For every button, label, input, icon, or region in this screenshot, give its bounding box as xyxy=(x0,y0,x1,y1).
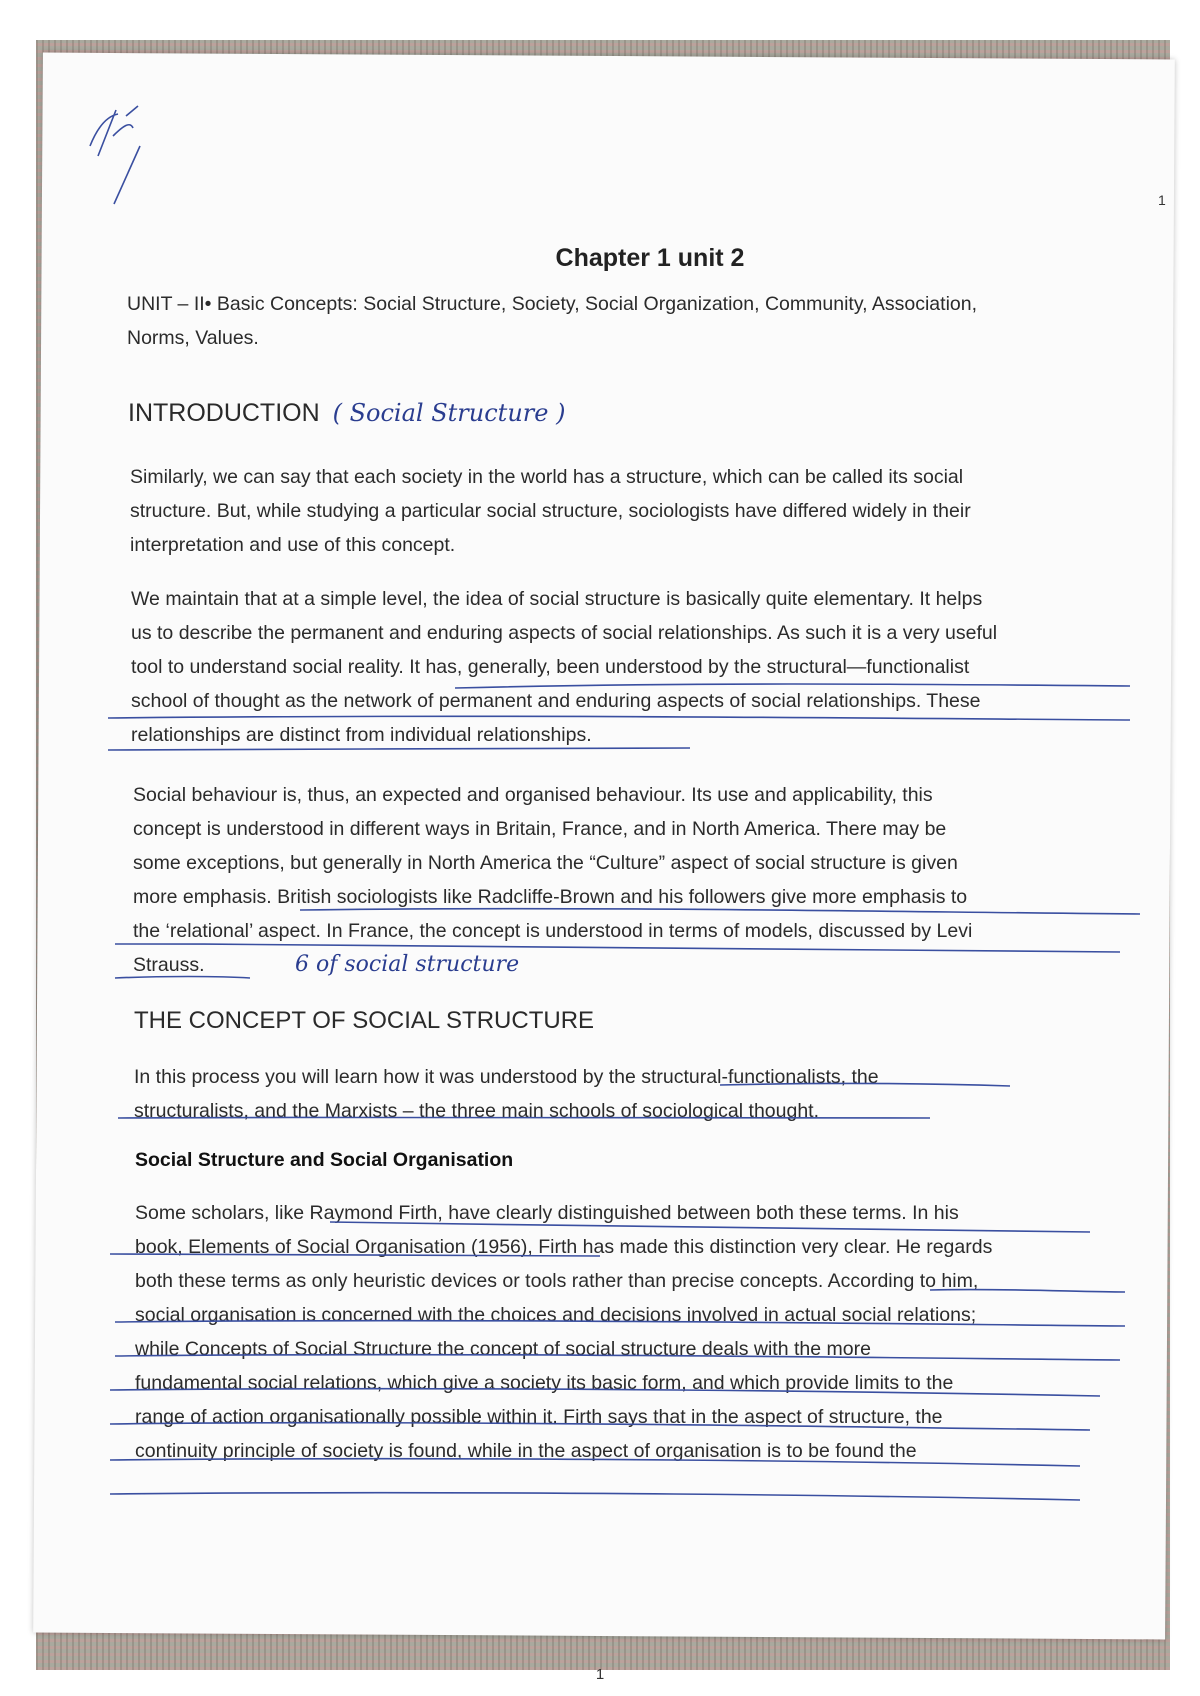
paragraph-line: interpretation and use of this concept. xyxy=(130,534,456,556)
chapter-title: Chapter 1 unit 2 xyxy=(555,244,745,272)
paragraph-line: relationships are distinct from individual relationships. xyxy=(131,724,592,746)
handwritten-note-6-of-social-structure: 6 of social structure xyxy=(295,952,520,977)
paragraph-line: range of action organisationally possible within it. Firth says that in the aspect of structure, the xyxy=(135,1406,943,1428)
paragraph-line: concept is understood in different ways in Britain, France, and in North America. There may be xyxy=(133,818,947,840)
unit-line: UNIT – II• Basic Concepts: Social Structure, Society, Social Organization, Community, Association, xyxy=(127,293,978,315)
paragraph-line: Strauss. xyxy=(133,954,205,976)
concept-subheading: Social Structure and Social Organisation xyxy=(135,1149,514,1171)
introduction-paragraph-1 xyxy=(130,460,971,562)
paragraph-line: both these terms as only heuristic devices or tools rather than precise concepts. According to him, xyxy=(135,1270,979,1292)
introduction-paragraph-2 xyxy=(131,582,997,752)
paragraph-line: We maintain that at a simple level, the idea of social structure is basically quite elementary. It helps xyxy=(131,588,983,610)
introduction-paragraph-3 xyxy=(133,778,972,982)
introduction-heading xyxy=(128,396,565,430)
paragraph-line: while Concepts of Social Structure the concept of social structure deals with the more xyxy=(135,1338,871,1360)
concept-paragraph-2 xyxy=(135,1196,992,1468)
handwritten-margin-mark xyxy=(78,86,168,226)
paragraph-line: school of thought as the network of permanent and enduring aspects of social relationships. These xyxy=(131,690,981,712)
paragraph-line: Social behaviour is, thus, an expected and organised behaviour. Its use and applicability, this xyxy=(133,784,933,806)
paragraph-line: fundamental social relations, which give a society its basic form, and which provide limits to the xyxy=(135,1372,954,1394)
paragraph-line: structuralists, and the Marxists – the three main schools of sociological thought. xyxy=(134,1100,820,1122)
footer-page-number: 1 xyxy=(595,1666,605,1683)
concept-paragraph xyxy=(134,1060,879,1128)
unit-description xyxy=(127,287,977,355)
paragraph-line: In this process you will learn how it was understood by the structural-functionalists, the xyxy=(134,1066,879,1088)
paragraph-line: us to describe the permanent and enduring aspects of social relationships. As such it is a very useful xyxy=(131,622,998,644)
handwritten-note-social-structure: ( Social Structure ) xyxy=(332,399,566,427)
paragraph-line: book, Elements of Social Organisation (1956), Firth has made this distinction very clear. He regards xyxy=(135,1236,993,1258)
paragraph-line: the ‘relational’ aspect. In France, the concept is understood in terms of models, discussed by Levi xyxy=(133,920,973,942)
paragraph-line: more emphasis. British sociologists like Radcliffe-Brown and his followers give more emphasis to xyxy=(133,886,968,908)
unit-line: Norms, Values. xyxy=(127,327,259,349)
paragraph-line: some exceptions, but generally in North America the “Culture” aspect of social structure is given xyxy=(133,852,958,874)
page-mark: 1 xyxy=(1158,192,1166,208)
paragraph-line: Some scholars, like Raymond Firth, have clearly distinguished between both these terms. In his xyxy=(135,1202,959,1224)
concept-heading: THE CONCEPT OF SOCIAL STRUCTURE xyxy=(134,1007,595,1034)
introduction-heading-text: INTRODUCTION xyxy=(128,399,320,427)
paragraph-line: structure. But, while studying a particular social structure, sociologists have differed widely in their xyxy=(130,500,971,522)
paragraph-line: continuity principle of society is found, while in the aspect of organisation is to be found the xyxy=(135,1440,917,1462)
paragraph-line: social organisation is concerned with the choices and decisions involved in actual social relations; xyxy=(135,1304,977,1326)
paragraph-line: tool to understand social reality. It has, generally, been understood by the structural—functionalist xyxy=(131,656,970,678)
paragraph-line: Similarly, we can say that each society in the world has a structure, which can be called its social xyxy=(130,466,964,488)
